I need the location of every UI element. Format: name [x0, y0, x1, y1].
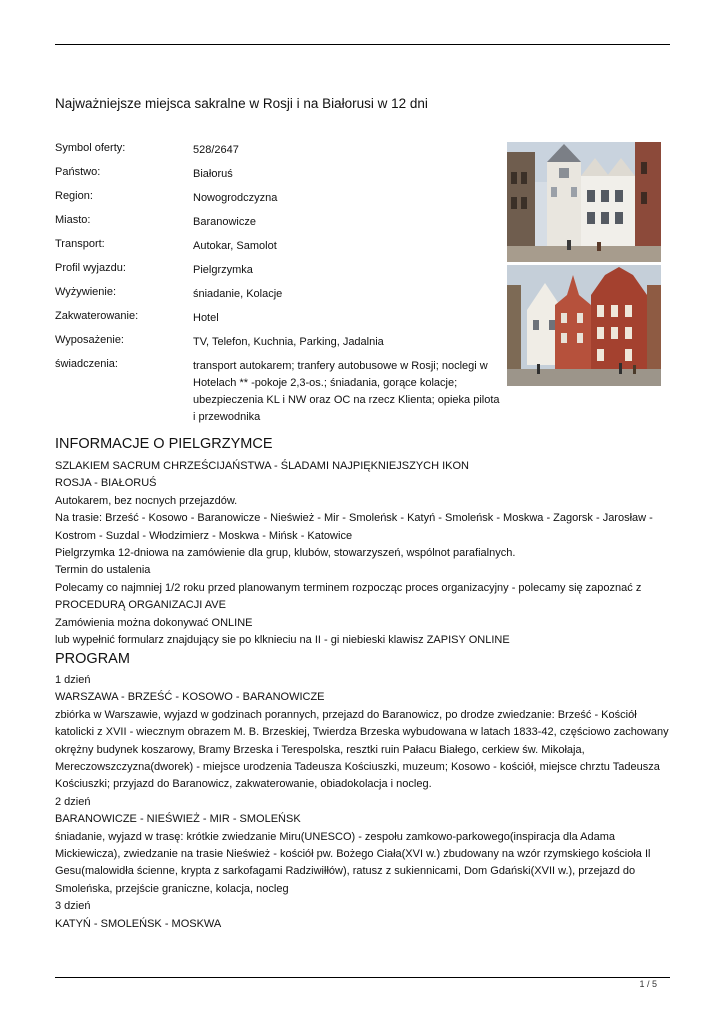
detail-label: Zakwaterowanie:	[55, 310, 139, 322]
program-section	[55, 672, 673, 933]
program-line: BARANOWICZE - NIEŚWIEŻ - MIR - SMOLEŃSK	[55, 813, 301, 826]
program-line: zbiórka w Warszawie, wyjazd w godzinach porannych, przejazd do Baranowicz, po drodze zwiedzanie: Brześć - Kościół katolicki z XVII - wiecznym obrazem M. B. Brzeskiej, Twierdza Brzeska wybudowana w latach 1833-42, częściowo zachowany okrężny budynek koszarowy, Bramy Brzeska i Terespolska, resztki ruin Pałacu Białego, cerkiew św. Mikołaja, Mereczowszczyzna(dworek) - miejsce urodzenia Tadeusza Kościuszki, muzeum; Kosowo - kościół, miejsce chrztu Tadeusza Kościuszki; przyjazd do Baranowicz, zakwaterowanie, obiadokolacja i nocleg.	[55, 708, 669, 791]
info-line: Polecamy co najmniej 1/2 roku przed planowanym terminem rozpocząc proces organizacyjny - polecamy się zapoznać z PROCEDURĄ ORGANIZACJI AVE	[55, 581, 642, 612]
program-line: KATYŃ - SMOLEŃSK - MOSKWA	[55, 917, 222, 930]
program-line: WARSZAWA - BRZEŚĆ - KOSOWO - BARANOWICZE	[55, 691, 325, 704]
info-section	[55, 458, 673, 649]
info-line: lub wypełnić formularz znajdujący sie po klknieciu na II - gi niebieski klawisz ZAPISY ONLINE	[55, 634, 510, 647]
detail-value: śniadanie, Kolacje	[193, 288, 283, 300]
detail-row	[55, 190, 505, 214]
detail-row	[55, 310, 505, 334]
detail-label: Profil wyjazdu:	[55, 262, 126, 274]
program-line: 1 dzień	[55, 674, 91, 686]
detail-row	[55, 358, 505, 426]
info-line: Zamówienia można dokonywać ONLINE	[55, 616, 253, 629]
program-heading: PROGRAM	[55, 651, 130, 667]
info-line: SZLAKIEM SACRUM CHRZEŚCIJAŃSTWA - ŚLADAMI NAJPIĘKNIEJSZYCH IKON	[55, 460, 469, 472]
info-line: Termin do ustalenia	[55, 564, 151, 577]
info-line: Pielgrzymka 12-dniowa na zamówienie dla grup, klubów, stowarzyszeń, wspólnot parafialnych.	[55, 547, 516, 560]
detail-label: Miasto:	[55, 214, 91, 226]
program-line: śniadanie, wyjazd w trasę: krótkie zwiedzanie Miru(UNESCO) - zespołu zamkowo-parkowego(inspiracja dla Adama Mickiewicza), zwiedzanie na trasie Nieśwież - kościół pw. Bożego Ciała(XVI w.) zbudowany na wzór rzymskiego kościoła Il Gesu(malowidła ścienne, krypta z sarkofagami Radziwiłłów), ratusz z sukiennicami, Dom Gdański(XVII w.), przejazd do Smoleńska, przejście graniczne, kolacja, nocleg	[55, 830, 651, 895]
detail-value: Nowogrodczyzna	[193, 192, 278, 204]
page-number: 1 / 5	[639, 979, 657, 989]
detail-value: Pielgrzymka	[193, 264, 253, 276]
detail-row	[55, 286, 505, 310]
info-heading: INFORMACJE O PIELGRZYMCE	[55, 436, 273, 452]
detail-row	[55, 142, 505, 166]
program-line: 3 dzień	[55, 900, 91, 913]
details-table	[55, 142, 505, 426]
detail-label: Wyżywienie:	[55, 286, 117, 298]
detail-row	[55, 166, 505, 190]
detail-value: transport autokarem; tranfery autobusowe w Rosji; noclegi w Hotelach ** -pokoje 2,3-os.; śniadania, gorące kolacje; ubezpieczenia KL i NW oraz OC na rzecz Klienta; opieka pilota i przewodnika	[193, 360, 500, 423]
detail-value: Baranowicze	[193, 216, 256, 228]
photo-blackheads-house	[507, 265, 661, 386]
detail-value: Białoruś	[193, 168, 233, 180]
info-line: ROSJA - BIAŁORUŚ	[55, 477, 157, 490]
detail-label: Transport:	[55, 238, 105, 250]
detail-label: Wyposażenie:	[55, 334, 124, 346]
detail-row	[55, 214, 505, 238]
detail-label: Region:	[55, 190, 93, 202]
detail-row	[55, 262, 505, 286]
detail-value: TV, Telefon, Kuchnia, Parking, Jadalnia	[193, 336, 384, 348]
detail-label: Symbol oferty:	[55, 142, 126, 154]
detail-value: Hotel	[193, 312, 219, 324]
detail-row	[55, 334, 505, 358]
page-title: Najważniejsze miejsca sakralne w Rosji i na Białorusi w 12 dni	[55, 96, 428, 111]
detail-value: Autokar, Samolot	[193, 240, 277, 252]
detail-label: Państwo:	[55, 166, 101, 178]
detail-label: świadczenia:	[55, 358, 118, 370]
detail-row	[55, 238, 505, 262]
program-line: 2 dzień	[55, 795, 91, 808]
bottom-rule	[55, 977, 670, 978]
info-line: Autokarem, bez nocnych przejazdów.	[55, 494, 238, 507]
photo-old-town-square	[507, 142, 661, 262]
detail-value: 528/2647	[193, 144, 239, 156]
top-rule	[55, 44, 670, 45]
info-line: Na trasie: Brześć - Kosowo - Baranowicze - Nieśwież - Mir - Smoleńsk - Katyń - Smoleńsk - Moskwa - Zagorsk - Jarosław - Kostrom - Suzdal - Włodzimierz - Moskwa - Mińsk - Katowice	[55, 512, 653, 542]
